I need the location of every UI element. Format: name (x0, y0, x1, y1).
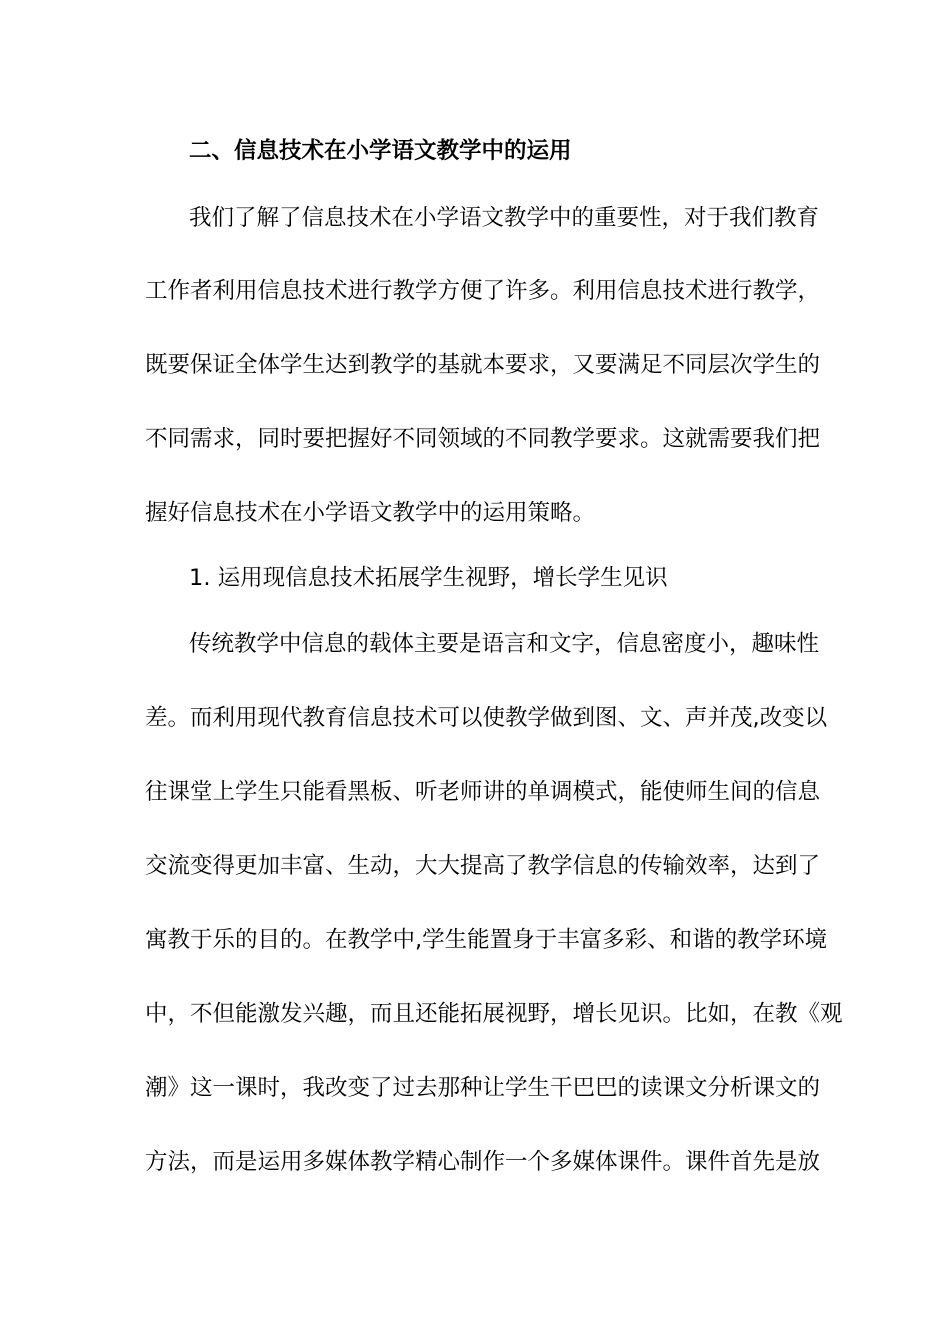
paragraph-line: 我们了解了信息技术在小学语文教学中的重要性，对于我们教育 (189, 205, 820, 231)
paragraph-line: 不同需求，同时要把握好不同领域的不同教学要求。这就需要我们把 (145, 426, 821, 452)
paragraph-line: 差。而利用现代教育信息技术可以使教学做到图、文、声并茂,改变以 (145, 705, 828, 731)
paragraph-line: 潮》这一课时，我改变了过去那种让学生干巴巴的读课文分析课文的 (145, 1075, 821, 1101)
section-heading: 二、信息技术在小学语文教学中的运用 (189, 138, 572, 164)
paragraph-line: 中，不但能激发兴趣，而且还能拓展视野，增长见识。比如，在教《观 (145, 1001, 843, 1027)
paragraph-line: 传统教学中信息的载体主要是语言和文字，信息密度小，趣味性 (189, 631, 820, 657)
paragraph-line: 既要保证全体学生达到教学的基就本要求，又要满足不同层次学生的 (145, 352, 821, 378)
paragraph-line: 往课堂上学生只能看黑板、听老师讲的单调模式，能使师生间的信息 (145, 779, 821, 805)
paragraph-line: 握好信息技术在小学语文教学中的运用策略。 (145, 500, 596, 526)
paragraph-line: 寓教于乐的目的。在教学中,学生能置身于丰富多彩、和谐的教学环境 (145, 927, 828, 953)
paragraph-line: 交流变得更加丰富、生动，大大提高了教学信息的传输效率，达到了 (145, 853, 821, 879)
paragraph-line: 工作者利用信息技术进行教学方便了许多。利用信息技术进行教学， (145, 278, 821, 304)
paragraph-line: 方法，而是运用多媒体教学精心制作一个多媒体课件。课件首先是放 (145, 1149, 821, 1175)
subheading: 1. 运用现信息技术拓展学生视野，增长学生见识 (189, 565, 668, 591)
